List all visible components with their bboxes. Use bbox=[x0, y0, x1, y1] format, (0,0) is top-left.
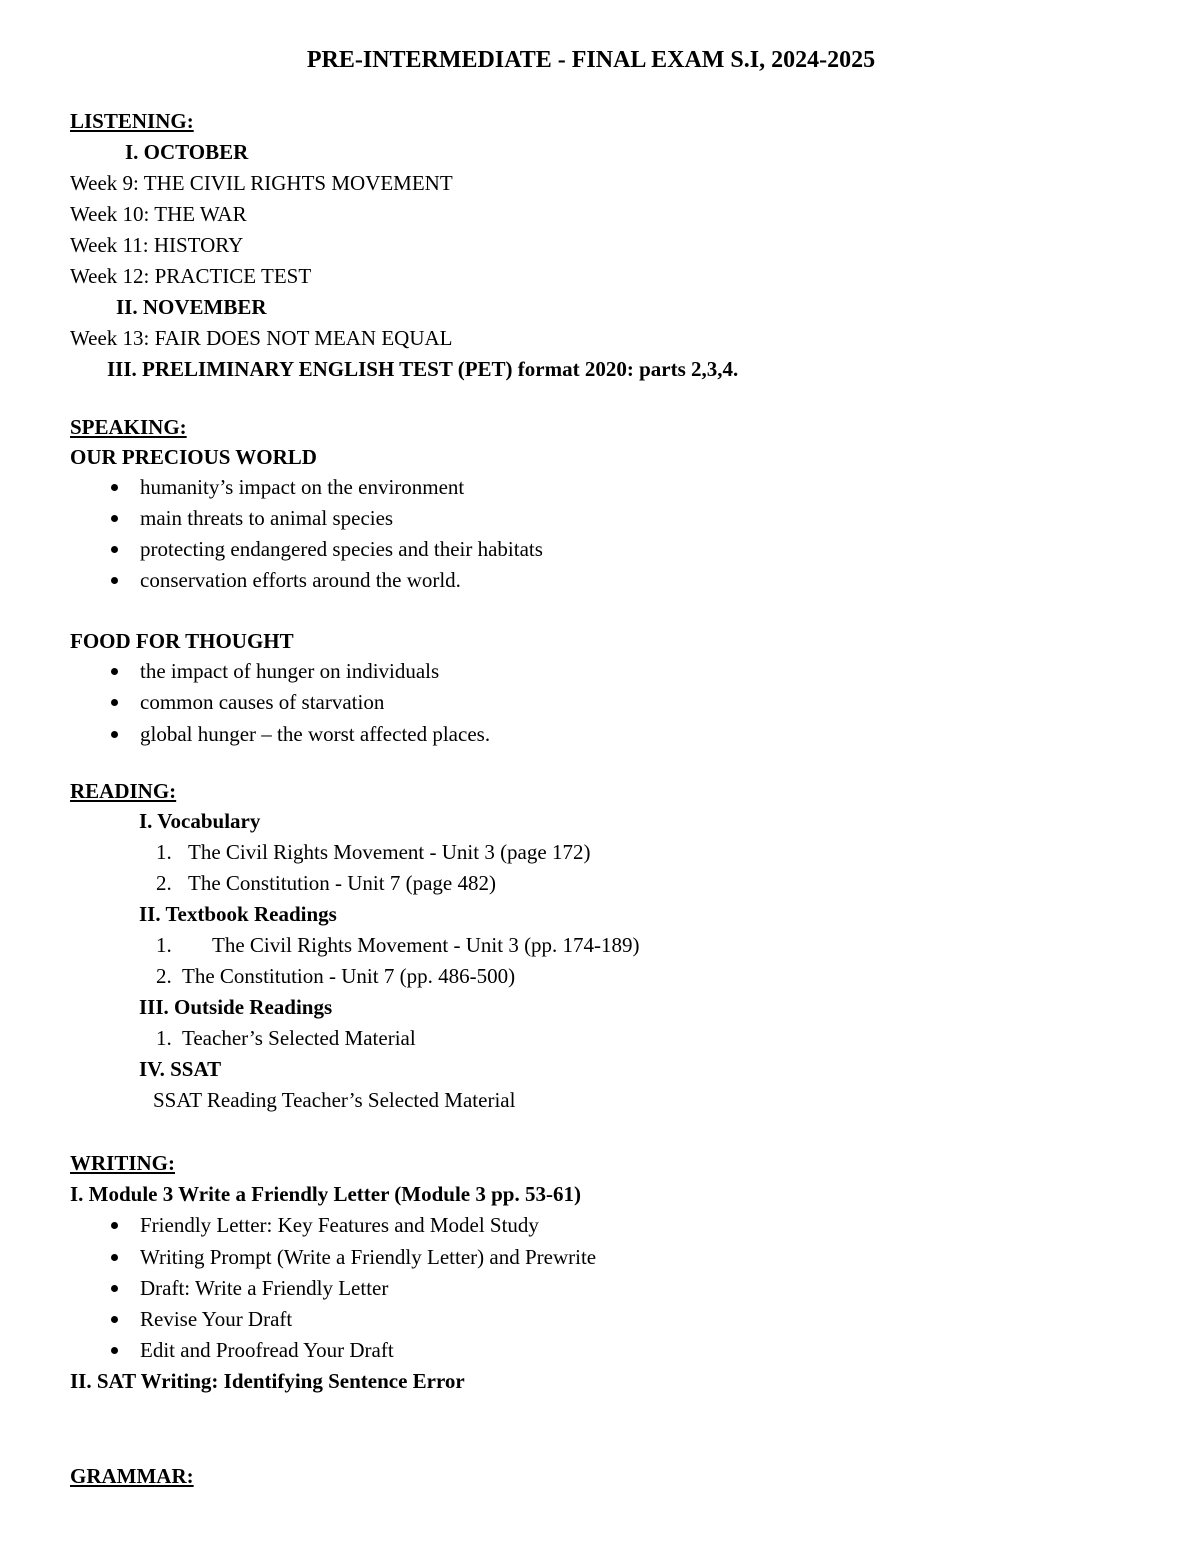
list-item: The Civil Rights Movement - Unit 3 (page 172) bbox=[188, 840, 591, 864]
bullet-icon bbox=[111, 1222, 118, 1229]
speaking-topic-heading: OUR PRECIOUS WORLD bbox=[70, 445, 317, 469]
list-item: Friendly Letter: Key Features and Model Study bbox=[140, 1213, 539, 1237]
bullet-icon bbox=[111, 1254, 118, 1261]
list-item: The Constitution - Unit 7 (pp. 486-500) bbox=[182, 964, 516, 988]
bullet-icon bbox=[111, 1316, 118, 1323]
page-title: PRE-INTERMEDIATE - FINAL EXAM S.I, 2024-2025 bbox=[306, 47, 876, 73]
list-item: Draft: Write a Friendly Letter bbox=[140, 1276, 389, 1300]
grammar-heading: GRAMMAR: bbox=[70, 1464, 194, 1488]
speaking-heading: SPEAKING: bbox=[70, 415, 187, 439]
bullet-icon bbox=[111, 484, 118, 491]
list-item: humanity’s impact on the environment bbox=[140, 475, 465, 499]
list-number: 1. bbox=[156, 1026, 172, 1050]
list-item: the impact of hunger on individuals bbox=[140, 659, 440, 683]
bullet-icon bbox=[111, 668, 118, 675]
reading-subheading: I. Vocabulary bbox=[139, 809, 261, 833]
list-item: main threats to animal species bbox=[140, 506, 394, 530]
bullet-icon bbox=[111, 1347, 118, 1354]
list-item: Edit and Proofread Your Draft bbox=[140, 1338, 394, 1362]
listening-week: Week 13: FAIR DOES NOT MEAN EQUAL bbox=[70, 326, 453, 350]
writing-module: I. Module 3 Write a Friendly Letter (Module 3 pp. 53-61) bbox=[70, 1182, 581, 1206]
list-item: common causes of starvation bbox=[140, 690, 385, 714]
listening-week: Week 10: THE WAR bbox=[70, 202, 247, 226]
list-item: Revise Your Draft bbox=[140, 1307, 293, 1331]
reading-ssat-text: SSAT Reading Teacher’s Selected Material bbox=[153, 1088, 516, 1112]
bullet-icon bbox=[111, 731, 118, 738]
bullet-icon bbox=[111, 515, 118, 522]
list-item: Teacher’s Selected Material bbox=[182, 1026, 416, 1050]
list-number: 1. bbox=[156, 933, 172, 957]
listening-pet: III. PRELIMINARY ENGLISH TEST (PET) format 2020: parts 2,3,4. bbox=[107, 357, 739, 381]
reading-subheading: IV. SSAT bbox=[139, 1057, 222, 1081]
reading-subheading: III. Outside Readings bbox=[139, 995, 333, 1019]
bullet-icon bbox=[111, 546, 118, 553]
list-item: Writing Prompt (Write a Friendly Letter) and Prewrite bbox=[140, 1245, 597, 1269]
reading-heading: READING: bbox=[70, 779, 177, 803]
speaking-topic-heading: FOOD FOR THOUGHT bbox=[70, 629, 294, 653]
listening-october: I. OCTOBER bbox=[125, 140, 249, 164]
writing-sat: II. SAT Writing: Identifying Sentence Error bbox=[70, 1369, 465, 1393]
list-number: 2. bbox=[156, 871, 172, 895]
reading-subheading: II. Textbook Readings bbox=[139, 902, 337, 926]
list-number: 2. bbox=[156, 964, 172, 988]
listening-heading: LISTENING: bbox=[70, 109, 194, 133]
writing-heading: WRITING: bbox=[70, 1151, 176, 1175]
bullet-icon bbox=[111, 699, 118, 706]
listening-week: Week 11: HISTORY bbox=[70, 233, 244, 257]
listening-week: Week 12: PRACTICE TEST bbox=[70, 264, 312, 288]
list-item: conservation efforts around the world. bbox=[140, 568, 461, 592]
list-item: protecting endangered species and their habitats bbox=[140, 537, 543, 561]
listening-week: Week 9: THE CIVIL RIGHTS MOVEMENT bbox=[70, 171, 453, 195]
bullet-icon bbox=[111, 577, 118, 584]
list-number: 1. bbox=[156, 840, 172, 864]
list-item: global hunger – the worst affected places. bbox=[140, 722, 491, 746]
listening-november: II. NOVEMBER bbox=[116, 295, 267, 319]
list-item: The Civil Rights Movement - Unit 3 (pp. 174-189) bbox=[212, 933, 640, 957]
bullet-icon bbox=[111, 1285, 118, 1292]
list-item: The Constitution - Unit 7 (page 482) bbox=[188, 871, 496, 895]
